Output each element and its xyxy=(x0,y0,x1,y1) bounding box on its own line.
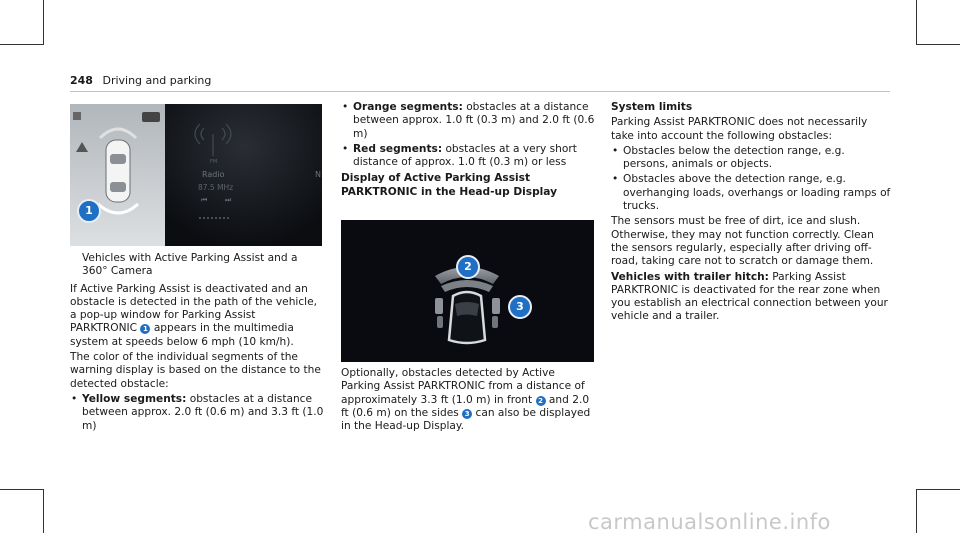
trailer-hitch-label: Vehicles with trailer hitch: xyxy=(611,270,769,283)
crop-mark xyxy=(43,0,44,44)
marker-2: 2 xyxy=(456,255,480,279)
left-bullet-list xyxy=(70,393,325,433)
bullet-orange xyxy=(341,101,597,141)
frequency-band-label: FM xyxy=(210,159,218,165)
bullet-red-label: Red segments: xyxy=(353,142,443,155)
crop-mark xyxy=(43,489,44,533)
crop-mark xyxy=(0,489,44,490)
inline-marker-3: 3 xyxy=(462,409,472,419)
left-paragraph-1 xyxy=(70,283,325,349)
right-column xyxy=(611,101,891,326)
car-top-view xyxy=(106,140,130,202)
right-paragraph-3 xyxy=(611,271,891,324)
side-letter: N xyxy=(315,170,321,179)
radio-label: Radio xyxy=(202,170,225,179)
right-bullet-1: • Obstacles below the detection range, e.g. persons, animals or objects. xyxy=(611,145,891,172)
bullet-yellow-label: Yellow segments: xyxy=(82,392,187,405)
page-number: 248 xyxy=(70,74,93,87)
page-header xyxy=(70,74,211,87)
figure1-caption: Vehicles with Active Parking Assist and a 360° Camera xyxy=(82,252,298,278)
marker-1: 1 xyxy=(77,199,101,223)
right-paragraph-1: Parking Assist PARKTRONIC does not necessarily take into account the following obstacles: xyxy=(611,116,868,142)
bullet-yellow-text: obstacles at a distance between approx. 2.0 ft (0.6 m) and 3.3 ft (1.0 m) xyxy=(82,392,324,432)
skip-previous-icon[interactable]: ⏮ xyxy=(201,196,208,204)
system-limits-heading: System limits xyxy=(611,101,693,113)
bullet-red xyxy=(341,143,597,170)
hud-paragraph xyxy=(341,367,597,433)
bullet-red-text: obstacles at a very short distance of approx. 1.0 ft (0.3 m) or less xyxy=(353,142,577,169)
skip-next-icon[interactable]: ⏭ xyxy=(225,196,232,204)
trailer-hitch-text: Parking Assist PARKTRONIC is deactivated for the rear zone when you establish an electrical connection between your vehicle and a trailer. xyxy=(611,270,888,323)
right-bullet-list xyxy=(611,145,891,213)
middle-column xyxy=(341,101,597,201)
bullet-orange-text: obstacles at a distance between approx. 1.0 ft (0.3 m) and 2.0 ft (0.6 m) xyxy=(353,101,595,140)
hud-parking-graphic xyxy=(341,220,594,362)
hud-paragraph-b: and 2.0 ft (0.6 m) on the sides xyxy=(341,393,590,419)
left-column xyxy=(70,252,325,435)
multimedia-screen-figure xyxy=(70,104,322,246)
bullet-yellow xyxy=(70,393,325,433)
inline-marker-1: 1 xyxy=(140,324,150,334)
right-bullet-2: • Obstacles above the detection range, e.g. overhanging loads, overhangs or loading ramps of trucks. xyxy=(611,173,891,213)
crop-mark xyxy=(916,489,917,533)
hud-subheading: Display of Active Parking Assist PARKTRONIC in the Head-up Display xyxy=(341,172,558,198)
header-rule xyxy=(70,91,890,92)
crop-mark xyxy=(916,489,960,490)
marker-3: 3 xyxy=(508,295,532,319)
watermark: carmanualsonline.info xyxy=(588,510,831,534)
hud-paragraph-c: can also be displayed in the Head-up Display. xyxy=(341,406,591,433)
right-paragraph-2: The sensors must be free of dirt, ice and slush. Otherwise, they may not function correctly. Clean the sensors regularly, especially after driving off-road, taking care not to scratch or damage them. xyxy=(611,215,874,268)
left-paragraph-1b: appears in the multimedia system at speeds below 6 mph (10 km/h). xyxy=(70,322,294,348)
head-up-display-figure xyxy=(341,220,594,362)
crop-mark xyxy=(0,44,44,45)
hud-paragraph-a: Optionally, obstacles detected by Active Parking Assist PARKTRONIC from a distance of approximately 3.3 ft (1.0 m) in front xyxy=(341,367,585,406)
crop-mark xyxy=(916,44,960,45)
bullet-orange-label: Orange segments: xyxy=(353,101,463,113)
left-paragraph-1a: If Active Parking Assist is deactivated and an obstacle is detected in the path of the vehicle, a pop-up window for Parking Assist PARKTRONIC xyxy=(70,282,318,335)
middle-column-lower xyxy=(341,367,597,435)
parking-assist-screen-graphic xyxy=(70,104,322,246)
radio-frequency: 87.5 MHz xyxy=(198,183,234,192)
inline-marker-2: 2 xyxy=(536,396,546,406)
middle-bullet-list xyxy=(341,101,597,169)
left-paragraph-2: The color of the individual segments of the warning display is based on the distance to the detected obstacle: xyxy=(70,351,321,390)
crop-mark xyxy=(916,0,917,44)
section-title: Driving and parking xyxy=(102,74,212,87)
